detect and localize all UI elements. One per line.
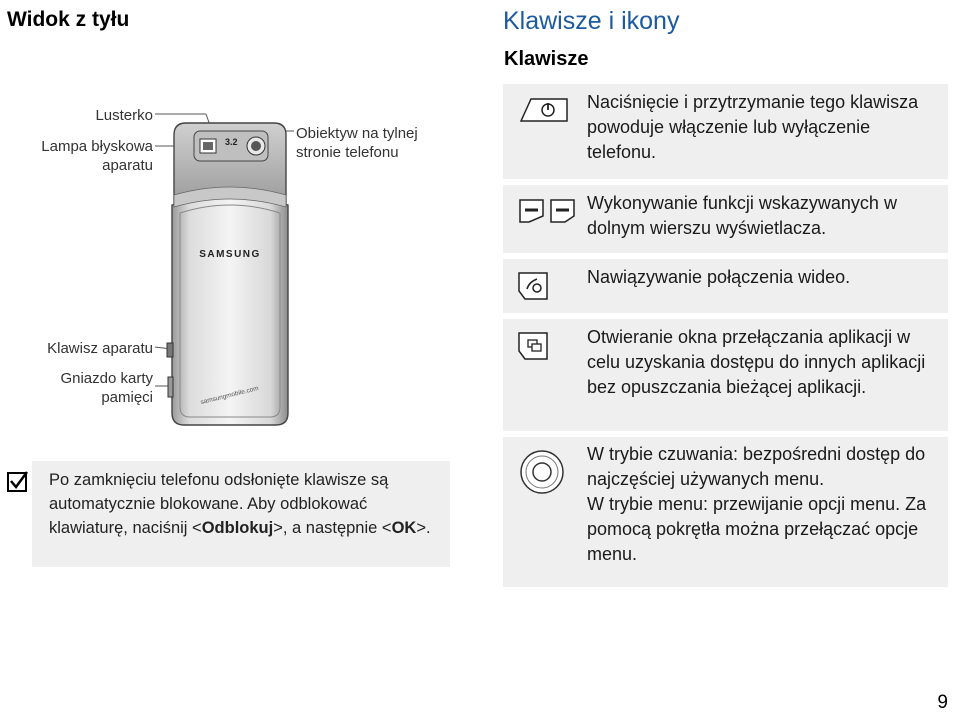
callout-card-slot-line1: Gniazdo karty — [60, 370, 153, 387]
video-call-key-icon — [517, 271, 549, 301]
key-row-navigation — [503, 437, 948, 587]
key-row-navigation-menu: W trybie menu: przewijanie opcji menu. Za pomocą pokrętła można przełączać opcje menu. — [587, 494, 927, 564]
megapixel-label: 3.2 — [225, 137, 238, 147]
note-box — [32, 461, 450, 567]
navigation-wheel-icon — [519, 449, 565, 495]
callout-camera-key: Klawisz aparatu — [47, 340, 153, 357]
note-text-part3: >. — [416, 519, 431, 537]
note-unlock-key: Odblokuj — [201, 519, 274, 537]
website-label: samsungmobile.com — [199, 384, 260, 407]
callout-mirror: Lusterko — [95, 107, 153, 124]
page-title: Klawisze i ikony — [503, 7, 680, 35]
key-row-navigation-standby: W trybie czuwania: bezpośredni dostęp do najczęściej używanych menu. — [587, 444, 926, 489]
callout-lens-line1: Obiektyw na tylnej — [296, 125, 418, 142]
key-row-video-call — [503, 259, 948, 313]
callout-lens-line2: stronie telefonu — [296, 144, 399, 161]
page-number: 9 — [937, 692, 948, 713]
callout-card-slot-line2: pamięci — [101, 389, 153, 406]
section-subtitle: Klawisze — [504, 48, 589, 70]
key-row-video-call-text: Nawiązywanie połączenia wideo. — [587, 267, 851, 287]
note-text-part1: Po zamknięciu telefonu odsłonięte klawisze są automatycznie blokowane. Aby odblokować klawiaturę, naciśnij < — [49, 471, 389, 537]
section-title-back-view: Widok z tyłu — [7, 8, 130, 31]
brand-logo: SAMSUNG — [199, 249, 261, 260]
power-key-icon — [517, 97, 571, 123]
note-text — [49, 468, 439, 540]
key-row-soft-keys-text: Wykonywanie funkcji wskazywanych w dolnym wierszu wyświetlacza. — [587, 193, 897, 238]
key-row-soft-keys — [503, 185, 948, 253]
phone-back-illustration — [160, 95, 300, 430]
key-row-navigation-text — [587, 442, 942, 567]
multitask-key-icon — [517, 331, 549, 361]
soft-keys-icon — [517, 198, 577, 224]
key-row-multitask-text: Otwieranie okna przełączania aplikacji w celu uzyskania dostępu do innych aplikacji bez opuszczania bieżącej aplikacji. — [587, 327, 926, 397]
note-text-part2: >, a następnie < — [273, 519, 392, 537]
key-row-power-text: Naciśnięcie i przytrzymanie tego klawisza powoduje włączenie lub wyłączenie telefonu. — [587, 92, 919, 162]
callout-flash-line2: aparatu — [102, 157, 153, 174]
checkbox-note-icon — [7, 470, 29, 492]
callout-flash-line1: Lampa błyskowa — [41, 138, 153, 155]
key-row-multitask — [503, 319, 948, 431]
note-ok-key: OK — [391, 519, 417, 537]
key-row-power — [503, 84, 948, 179]
